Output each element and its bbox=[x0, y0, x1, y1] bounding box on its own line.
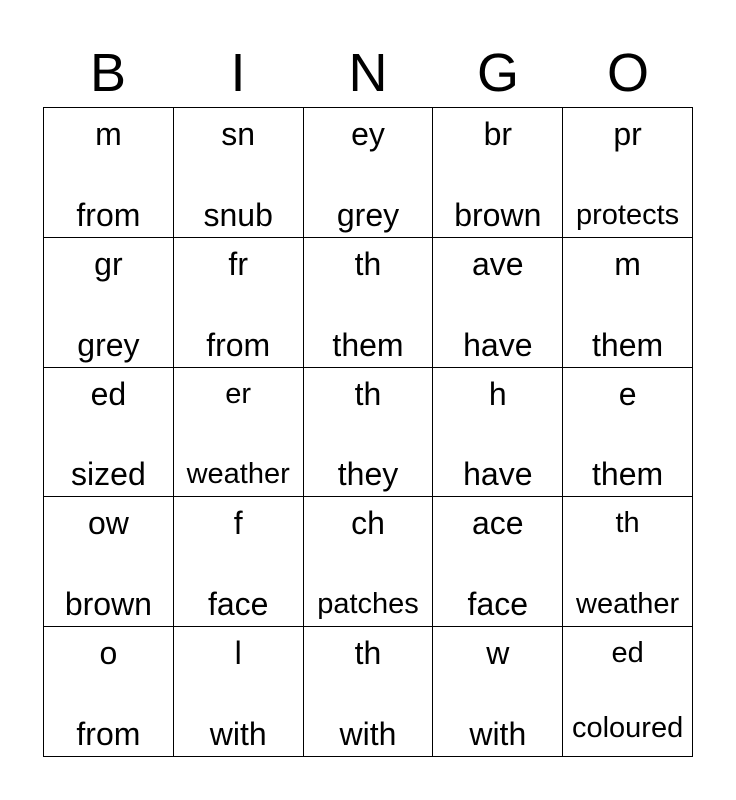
cell-bottom-text: from bbox=[206, 326, 271, 363]
bingo-cell-r1-c2[interactable] bbox=[174, 108, 304, 238]
header-letter-i: I bbox=[230, 43, 246, 103]
cell-bottom-text: have bbox=[463, 326, 533, 363]
cell-top-text: m bbox=[95, 116, 122, 152]
cell-bottom-text: coloured bbox=[571, 712, 684, 744]
bingo-cell-r5-c5[interactable] bbox=[563, 627, 693, 757]
bingo-cell-r3-c1[interactable] bbox=[44, 368, 174, 498]
bingo-cell-r3-c5[interactable] bbox=[563, 368, 693, 498]
cell-bottom-text: snub bbox=[203, 196, 273, 233]
cell-bottom-text: with bbox=[209, 716, 267, 752]
cell-top-text: ch bbox=[351, 505, 385, 542]
cell-top-text: th bbox=[354, 245, 382, 282]
cell-bottom-text: them bbox=[592, 326, 664, 363]
cell-top-text: ey bbox=[351, 116, 385, 152]
cell-top-text: pr bbox=[613, 116, 642, 152]
cell-top-text: ed bbox=[611, 637, 644, 670]
header-letter-g: G bbox=[476, 43, 519, 103]
cell-top-text: l bbox=[234, 635, 242, 672]
bingo-header bbox=[43, 38, 693, 108]
bingo-card-grid bbox=[43, 107, 693, 757]
cell-top-text: m bbox=[614, 245, 641, 282]
cell-top-text: sn bbox=[221, 116, 256, 152]
bingo-cell-r5-c3[interactable] bbox=[304, 627, 434, 757]
bingo-cell-r5-c2[interactable] bbox=[174, 627, 304, 757]
cell-bottom-text: face bbox=[467, 586, 529, 623]
cell-top-text: w bbox=[486, 635, 510, 672]
bingo-cell-r2-c5[interactable] bbox=[563, 238, 693, 368]
bingo-cell-r4-c4[interactable] bbox=[433, 497, 563, 627]
cell-bottom-text: brown bbox=[64, 586, 152, 623]
bingo-cell-r3-c2[interactable] bbox=[174, 368, 304, 498]
cell-bottom-text: face bbox=[207, 586, 269, 623]
cell-bottom-text: brown bbox=[454, 196, 542, 233]
cell-bottom-text: them bbox=[332, 326, 404, 363]
cell-bottom-text: from bbox=[76, 716, 141, 752]
cell-bottom-text: have bbox=[463, 456, 533, 493]
bingo-cell-r4-c3[interactable] bbox=[304, 497, 434, 627]
bingo-cell-r4-c5[interactable] bbox=[563, 497, 693, 627]
bingo-cell-r3-c3[interactable] bbox=[304, 368, 434, 498]
cell-top-text: fr bbox=[228, 245, 248, 282]
cell-bottom-text: they bbox=[337, 456, 399, 493]
bingo-cell-r5-c1[interactable] bbox=[44, 627, 174, 757]
cell-bottom-text: sized bbox=[71, 456, 146, 493]
bingo-cell-r2-c4[interactable] bbox=[433, 238, 563, 368]
cell-top-text: th bbox=[615, 507, 640, 540]
cell-bottom-text: patches bbox=[317, 588, 419, 621]
cell-top-text: ow bbox=[87, 505, 129, 542]
header-letter-n: N bbox=[348, 43, 388, 103]
bingo-cell-r4-c1[interactable] bbox=[44, 497, 174, 627]
cell-bottom-text: with bbox=[339, 716, 397, 752]
cell-top-text: br bbox=[483, 116, 513, 152]
cell-bottom-text: them bbox=[592, 456, 664, 493]
cell-bottom-text: with bbox=[469, 716, 527, 752]
bingo-cell-r2-c1[interactable] bbox=[44, 238, 174, 368]
cell-bottom-text: weather bbox=[186, 458, 290, 491]
bingo-cell-r2-c3[interactable] bbox=[304, 238, 434, 368]
bingo-cell-r2-c2[interactable] bbox=[174, 238, 304, 368]
cell-top-text: h bbox=[488, 375, 507, 412]
cell-top-text: th bbox=[354, 375, 382, 412]
bingo-cell-r1-c4[interactable] bbox=[433, 108, 563, 238]
bingo-cell-r1-c3[interactable] bbox=[304, 108, 434, 238]
bingo-cell-r3-c4[interactable] bbox=[433, 368, 563, 498]
cell-top-text: er bbox=[225, 377, 252, 410]
bingo-cell-r1-c1[interactable] bbox=[44, 108, 174, 238]
cell-top-text: th bbox=[354, 635, 382, 672]
cell-bottom-text: protects bbox=[576, 198, 680, 231]
cell-top-text: ave bbox=[471, 245, 524, 282]
header-letter-o: O bbox=[606, 43, 649, 103]
cell-top-text: gr bbox=[94, 245, 123, 282]
cell-top-text: e bbox=[618, 375, 637, 412]
bingo-cell-r1-c5[interactable] bbox=[563, 108, 693, 238]
cell-bottom-text: grey bbox=[336, 196, 400, 233]
cell-top-text: o bbox=[99, 635, 118, 672]
cell-top-text: ace bbox=[471, 505, 524, 542]
cell-bottom-text: weather bbox=[576, 588, 680, 621]
header-letter-b: B bbox=[89, 43, 127, 103]
bingo-cell-r5-c4[interactable] bbox=[433, 627, 563, 757]
cell-top-text: f bbox=[233, 505, 243, 542]
cell-top-text: ed bbox=[90, 375, 127, 412]
bingo-cell-r4-c2[interactable] bbox=[174, 497, 304, 627]
cell-bottom-text: from bbox=[76, 196, 141, 233]
cell-bottom-text: grey bbox=[77, 326, 140, 363]
